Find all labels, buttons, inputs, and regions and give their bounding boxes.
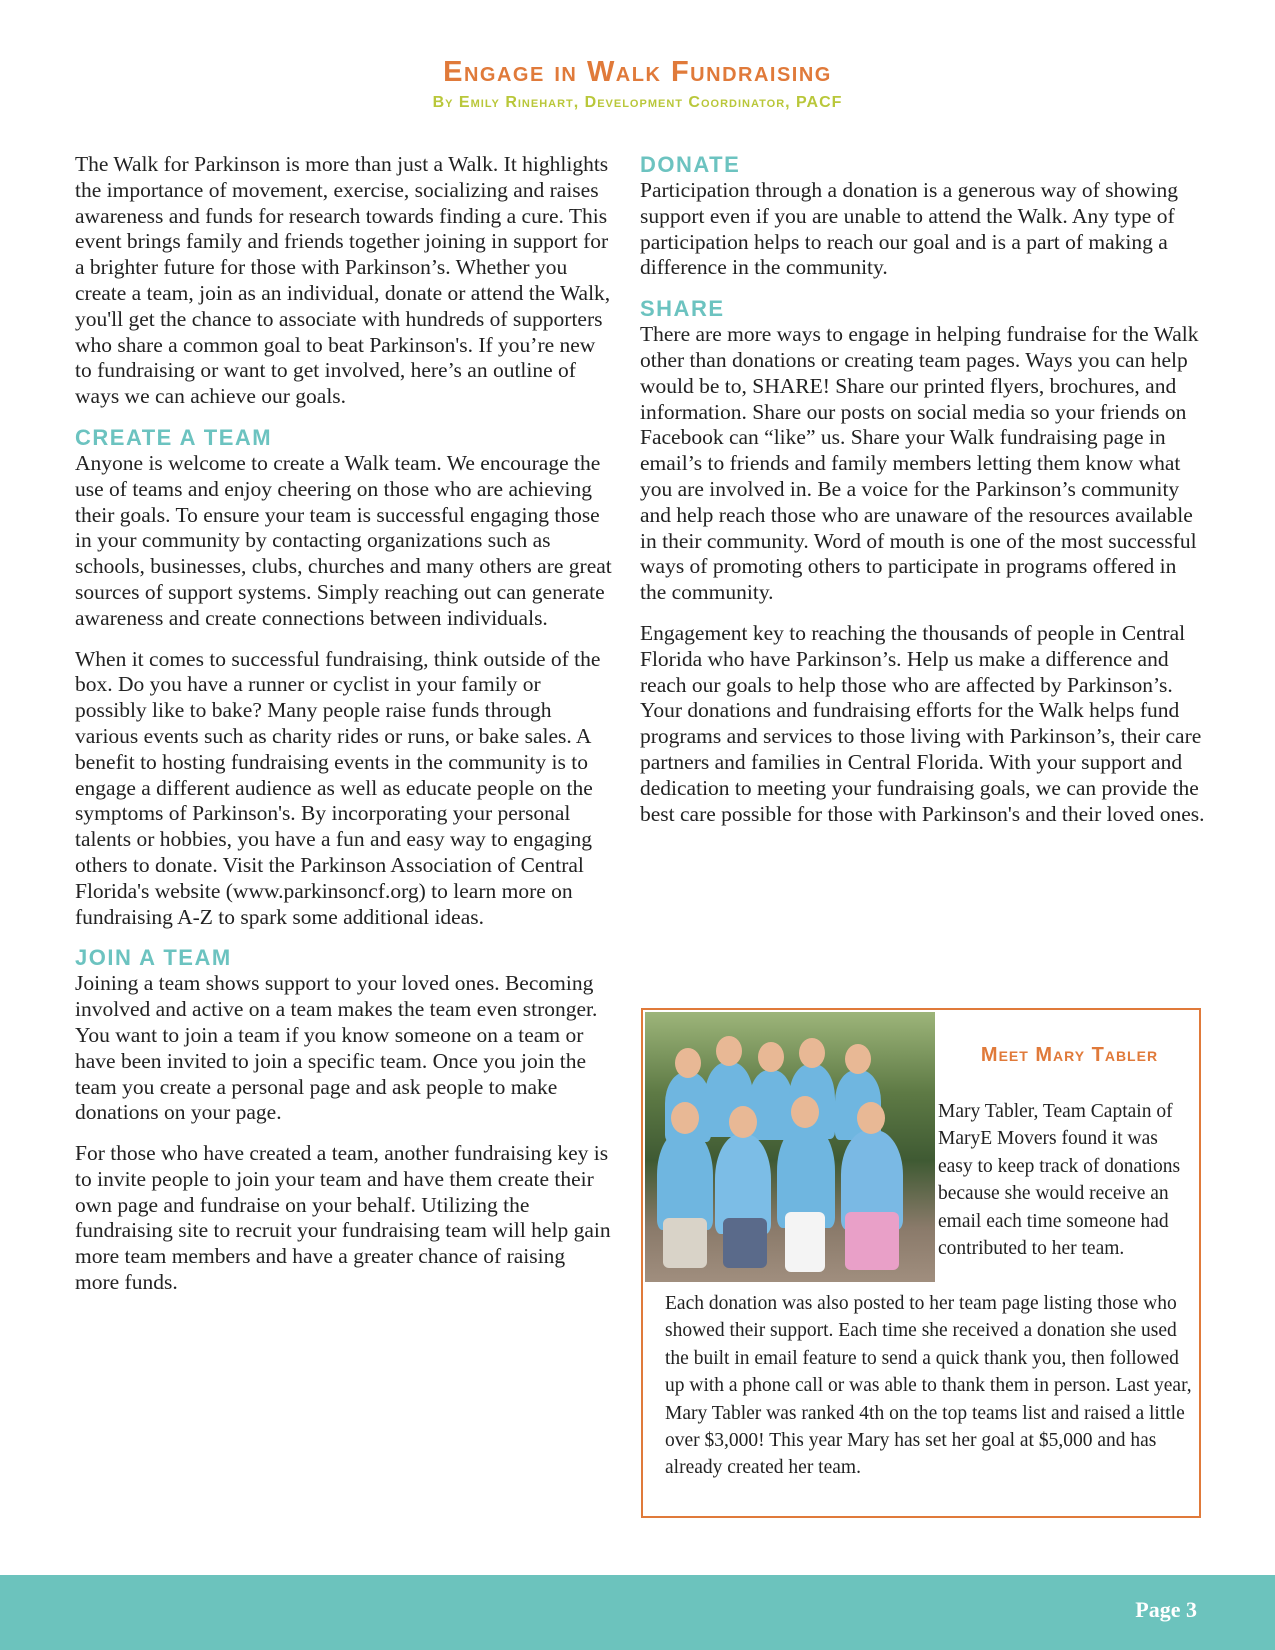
share-paragraph: There are more ways to engage in helping fundraise for the Walk other than donations or creating team pages. Ways you can help would be to, SHARE! Share our printed flyers, brochures, and information. Share our posts on social media so your friends on Facebook can “like” us. Share your Walk fundraising page in email’s to friends and family members letting them know what you are involved in. Be a voice for the Parkinson’s community and help reach those who are unaware of the resources available in their community. Word of mouth is one of the most successful ways of promoting others to participate in programs offered in the community. <box>640 322 1199 605</box>
create-team-heading: CREATE A TEAM <box>75 424 273 450</box>
page-number: Page 3 <box>1135 1597 1197 1622</box>
callout-side-text: Mary Tabler, Team Captain of MaryE Movers found it was easy to keep track of donations because she would receive an email each time someone had contributed to her team. <box>938 1101 1181 1260</box>
create-team-paragraph: Anyone is welcome to create a Walk team. We encourage the use of teams and enjoy cheering on those who are achieving their goals. To ensure your team is successful engaging those in your community by contacting organizations such as schools, businesses, clubs, churches and many others are great sources of support systems. Simply reaching out can generate awareness and create connections between individuals. <box>75 450 612 630</box>
footer-bar <box>0 1575 1275 1650</box>
article-byline: By Emily Rinehart, Development Coordinator, PACF <box>432 94 843 111</box>
join-team-heading: JOIN A TEAM <box>75 945 232 971</box>
share-heading: SHARE <box>640 296 725 322</box>
callout-title: Meet Mary Tabler <box>980 1044 1159 1066</box>
right-column <box>640 152 1205 842</box>
engagement-paragraph: Engagement key to reaching the thousands of people in Central Florida who have Parkinson’s. Help us make a difference and reach our goals to help those who are affected by Parkinson’s. Your donations and fundraising efforts for the Walk helps fund programs and services to those living with Parkinson’s, their care partners and families in Central Florida. With your support and dedication to meeting your fundraising goals, we can provide the best care possible for those with Parkinson's and their loved ones. <box>640 620 1205 826</box>
team-photo <box>645 1012 935 1282</box>
left-column <box>75 152 613 1311</box>
meet-mary-callout-box <box>641 1008 1201 1518</box>
donate-heading: DONATE <box>640 152 741 177</box>
donate-paragraph: Participation through a donation is a generous way of showing support even if you are unable to attend the Walk. Any type of participation helps to reach our goal and is a part of making a difference in the community. <box>640 178 1178 280</box>
recruit-team-paragraph: For those who have created a team, another fundraising key is to invite people to join your team and have them create their own page and fundraise on your behalf. Utilizing the fundraising site to recruit your fundraising team will help gain more team members and have a greater chance of raising more funds. <box>75 1141 611 1295</box>
fundraising-ideas-paragraph: When it comes to successful fundraising, think outside of the box. Do you have a runner or cyclist in your family or possibly like to bake? Many people raise funds through various events such as charity rides or runs, or bake sales. A benefit to hosting fundraising events in the community is to engage a different audience as well as educate people on the symptoms of Parkinson's. By incorporating your personal talents or hobbies, you have a fun and easy way to engaging others to donate. Visit the Parkinson Association of Central Florida's website (www.parkinsoncf.org) to learn more on fundraising A-Z to spark some additional ideas. <box>75 646 601 929</box>
intro-paragraph: The Walk for Parkinson is more than just a Walk. It highlights the importance of movement, exercise, socializing and raises awareness and funds for research towards finding a cure. This event brings family and friends together joining in support for a brighter future for those with Parkinson’s. Whether you create a team, join as an individual, donate or attend the Walk, you'll get the chance to associate with hundreds of supporters who share a common goal to beat Parkinson's. If you’re new to fundraising or want to get involved, here’s an outline of ways we can achieve our goals. <box>75 152 611 409</box>
join-team-paragraph: Joining a team shows support to your loved ones. Becoming involved and active on a team makes the team even stronger. You want to join a team if you know someone on a team or have been invited to join a specific team. Once you join the team you create a personal page and ask people to make donations on your page. <box>75 971 598 1125</box>
article-title: Engage in Walk Fundraising <box>443 56 832 88</box>
callout-bottom-text: Each donation was also posted to her team page listing those who showed their support. Each time she received a donation she used the built in email feature to send a quick thank you, then followed up with a phone call or was able to thank them in person. Last year, Mary Tabler was ranked 4th on the top teams list and raised a little over $3,000! This year Mary has set her goal at $5,000 and has already created her team. <box>665 1293 1192 1479</box>
